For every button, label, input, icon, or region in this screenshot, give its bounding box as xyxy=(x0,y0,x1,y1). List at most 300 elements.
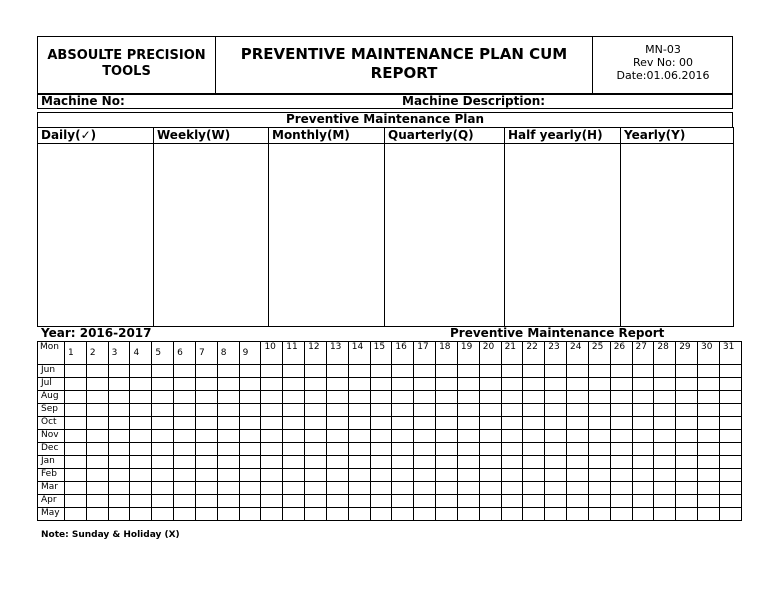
report-cell[interactable] xyxy=(501,443,523,456)
report-cell[interactable] xyxy=(698,404,720,417)
report-cell[interactable] xyxy=(479,365,501,378)
report-cell[interactable] xyxy=(654,482,676,495)
report-cell[interactable] xyxy=(392,417,414,430)
report-cell[interactable] xyxy=(305,508,327,521)
report-cell[interactable] xyxy=(65,378,87,391)
report-cell[interactable] xyxy=(457,508,479,521)
report-cell[interactable] xyxy=(436,508,458,521)
report-cell[interactable] xyxy=(392,469,414,482)
report-cell[interactable] xyxy=(545,417,567,430)
report-cell[interactable] xyxy=(392,508,414,521)
report-cell[interactable] xyxy=(588,365,610,378)
report-cell[interactable] xyxy=(370,430,392,443)
report-cell[interactable] xyxy=(436,482,458,495)
report-cell[interactable] xyxy=(239,378,261,391)
report-cell[interactable] xyxy=(130,469,152,482)
report-cell[interactable] xyxy=(457,365,479,378)
report-cell[interactable] xyxy=(392,456,414,469)
report-cell[interactable] xyxy=(545,495,567,508)
report-cell[interactable] xyxy=(195,508,217,521)
report-cell[interactable] xyxy=(523,365,545,378)
report-cell[interactable] xyxy=(588,456,610,469)
report-cell[interactable] xyxy=(501,417,523,430)
report-cell[interactable] xyxy=(523,391,545,404)
report-cell[interactable] xyxy=(457,469,479,482)
report-cell[interactable] xyxy=(283,404,305,417)
report-cell[interactable] xyxy=(326,456,348,469)
report-cell[interactable] xyxy=(130,391,152,404)
report-cell[interactable] xyxy=(305,469,327,482)
report-cell[interactable] xyxy=(152,469,174,482)
report-cell[interactable] xyxy=(501,378,523,391)
plan-cell-yearly[interactable] xyxy=(621,144,734,327)
report-cell[interactable] xyxy=(436,417,458,430)
report-cell[interactable] xyxy=(283,508,305,521)
report-cell[interactable] xyxy=(414,430,436,443)
report-cell[interactable] xyxy=(567,391,589,404)
plan-cell-monthly[interactable] xyxy=(269,144,385,327)
report-cell[interactable] xyxy=(567,456,589,469)
report-cell[interactable] xyxy=(239,430,261,443)
report-cell[interactable] xyxy=(86,469,108,482)
report-cell[interactable] xyxy=(174,404,196,417)
report-cell[interactable] xyxy=(457,404,479,417)
report-cell[interactable] xyxy=(523,417,545,430)
report-cell[interactable] xyxy=(567,365,589,378)
report-cell[interactable] xyxy=(130,365,152,378)
report-cell[interactable] xyxy=(414,469,436,482)
report-cell[interactable] xyxy=(152,391,174,404)
report-cell[interactable] xyxy=(305,456,327,469)
report-cell[interactable] xyxy=(588,443,610,456)
report-cell[interactable] xyxy=(108,508,130,521)
report-cell[interactable] xyxy=(545,365,567,378)
report-cell[interactable] xyxy=(195,378,217,391)
report-cell[interactable] xyxy=(305,391,327,404)
report-cell[interactable] xyxy=(283,456,305,469)
report-cell[interactable] xyxy=(654,443,676,456)
report-cell[interactable] xyxy=(719,495,741,508)
report-cell[interactable] xyxy=(283,443,305,456)
report-cell[interactable] xyxy=(370,469,392,482)
report-cell[interactable] xyxy=(174,508,196,521)
report-cell[interactable] xyxy=(632,430,654,443)
report-cell[interactable] xyxy=(719,443,741,456)
report-cell[interactable] xyxy=(174,391,196,404)
report-cell[interactable] xyxy=(523,469,545,482)
report-cell[interactable] xyxy=(436,456,458,469)
report-cell[interactable] xyxy=(436,469,458,482)
report-cell[interactable] xyxy=(676,482,698,495)
report-cell[interactable] xyxy=(501,391,523,404)
plan-cell-daily[interactable] xyxy=(38,144,154,327)
report-cell[interactable] xyxy=(239,391,261,404)
report-cell[interactable] xyxy=(108,417,130,430)
report-cell[interactable] xyxy=(86,378,108,391)
report-cell[interactable] xyxy=(654,417,676,430)
report-cell[interactable] xyxy=(610,404,632,417)
report-cell[interactable] xyxy=(108,469,130,482)
report-cell[interactable] xyxy=(654,404,676,417)
report-cell[interactable] xyxy=(65,404,87,417)
report-cell[interactable] xyxy=(86,417,108,430)
report-cell[interactable] xyxy=(305,443,327,456)
report-cell[interactable] xyxy=(501,365,523,378)
report-cell[interactable] xyxy=(392,482,414,495)
report-cell[interactable] xyxy=(654,495,676,508)
report-cell[interactable] xyxy=(567,417,589,430)
report-cell[interactable] xyxy=(523,495,545,508)
report-cell[interactable] xyxy=(108,430,130,443)
report-cell[interactable] xyxy=(261,404,283,417)
report-cell[interactable] xyxy=(654,430,676,443)
report-cell[interactable] xyxy=(676,378,698,391)
report-cell[interactable] xyxy=(261,391,283,404)
report-cell[interactable] xyxy=(326,378,348,391)
report-cell[interactable] xyxy=(501,430,523,443)
report-cell[interactable] xyxy=(392,378,414,391)
report-cell[interactable] xyxy=(174,430,196,443)
report-cell[interactable] xyxy=(698,417,720,430)
report-cell[interactable] xyxy=(130,430,152,443)
report-cell[interactable] xyxy=(239,404,261,417)
report-cell[interactable] xyxy=(588,508,610,521)
report-cell[interactable] xyxy=(588,391,610,404)
report-cell[interactable] xyxy=(326,469,348,482)
report-cell[interactable] xyxy=(436,404,458,417)
report-cell[interactable] xyxy=(632,456,654,469)
report-cell[interactable] xyxy=(414,443,436,456)
report-cell[interactable] xyxy=(239,482,261,495)
report-cell[interactable] xyxy=(632,378,654,391)
report-cell[interactable] xyxy=(676,365,698,378)
report-cell[interactable] xyxy=(65,391,87,404)
report-cell[interactable] xyxy=(370,508,392,521)
report-cell[interactable] xyxy=(65,417,87,430)
report-cell[interactable] xyxy=(719,391,741,404)
report-cell[interactable] xyxy=(698,508,720,521)
report-cell[interactable] xyxy=(86,482,108,495)
report-cell[interactable] xyxy=(195,417,217,430)
report-cell[interactable] xyxy=(414,365,436,378)
report-cell[interactable] xyxy=(676,495,698,508)
report-cell[interactable] xyxy=(654,469,676,482)
report-cell[interactable] xyxy=(217,469,239,482)
report-cell[interactable] xyxy=(676,417,698,430)
report-cell[interactable] xyxy=(108,391,130,404)
report-cell[interactable] xyxy=(698,430,720,443)
report-cell[interactable] xyxy=(326,417,348,430)
report-cell[interactable] xyxy=(545,443,567,456)
report-cell[interactable] xyxy=(457,417,479,430)
report-cell[interactable] xyxy=(523,378,545,391)
report-cell[interactable] xyxy=(479,417,501,430)
report-cell[interactable] xyxy=(65,365,87,378)
report-cell[interactable] xyxy=(610,391,632,404)
report-cell[interactable] xyxy=(632,508,654,521)
report-cell[interactable] xyxy=(152,430,174,443)
report-cell[interactable] xyxy=(457,443,479,456)
report-cell[interactable] xyxy=(479,391,501,404)
report-cell[interactable] xyxy=(632,482,654,495)
report-cell[interactable] xyxy=(545,469,567,482)
report-cell[interactable] xyxy=(326,443,348,456)
report-cell[interactable] xyxy=(479,430,501,443)
report-cell[interactable] xyxy=(195,482,217,495)
report-cell[interactable] xyxy=(719,508,741,521)
report-cell[interactable] xyxy=(632,469,654,482)
report-cell[interactable] xyxy=(523,430,545,443)
report-cell[interactable] xyxy=(152,456,174,469)
report-cell[interactable] xyxy=(326,365,348,378)
report-cell[interactable] xyxy=(457,391,479,404)
report-cell[interactable] xyxy=(152,378,174,391)
report-cell[interactable] xyxy=(108,443,130,456)
report-cell[interactable] xyxy=(217,495,239,508)
report-cell[interactable] xyxy=(414,482,436,495)
report-cell[interactable] xyxy=(567,482,589,495)
report-cell[interactable] xyxy=(610,469,632,482)
report-cell[interactable] xyxy=(326,495,348,508)
report-cell[interactable] xyxy=(130,378,152,391)
report-cell[interactable] xyxy=(239,495,261,508)
report-cell[interactable] xyxy=(305,495,327,508)
report-cell[interactable] xyxy=(174,365,196,378)
report-cell[interactable] xyxy=(130,508,152,521)
report-cell[interactable] xyxy=(217,391,239,404)
report-cell[interactable] xyxy=(414,378,436,391)
report-cell[interactable] xyxy=(174,378,196,391)
report-cell[interactable] xyxy=(719,365,741,378)
report-cell[interactable] xyxy=(567,443,589,456)
report-cell[interactable] xyxy=(479,404,501,417)
report-cell[interactable] xyxy=(545,391,567,404)
report-cell[interactable] xyxy=(676,456,698,469)
report-cell[interactable] xyxy=(588,404,610,417)
report-cell[interactable] xyxy=(65,482,87,495)
report-cell[interactable] xyxy=(305,365,327,378)
report-cell[interactable] xyxy=(152,365,174,378)
report-cell[interactable] xyxy=(698,495,720,508)
report-cell[interactable] xyxy=(348,456,370,469)
report-cell[interactable] xyxy=(632,365,654,378)
report-cell[interactable] xyxy=(698,456,720,469)
report-cell[interactable] xyxy=(392,365,414,378)
report-cell[interactable] xyxy=(283,469,305,482)
report-cell[interactable] xyxy=(195,443,217,456)
report-cell[interactable] xyxy=(305,417,327,430)
report-cell[interactable] xyxy=(305,482,327,495)
report-cell[interactable] xyxy=(305,378,327,391)
report-cell[interactable] xyxy=(588,469,610,482)
report-cell[interactable] xyxy=(261,430,283,443)
report-cell[interactable] xyxy=(174,482,196,495)
report-cell[interactable] xyxy=(130,456,152,469)
report-cell[interactable] xyxy=(457,495,479,508)
report-cell[interactable] xyxy=(414,391,436,404)
report-cell[interactable] xyxy=(174,495,196,508)
report-cell[interactable] xyxy=(457,456,479,469)
report-cell[interactable] xyxy=(501,456,523,469)
report-cell[interactable] xyxy=(326,430,348,443)
report-cell[interactable] xyxy=(239,443,261,456)
report-cell[interactable] xyxy=(719,378,741,391)
report-cell[interactable] xyxy=(65,508,87,521)
report-cell[interactable] xyxy=(654,391,676,404)
report-cell[interactable] xyxy=(436,378,458,391)
report-cell[interactable] xyxy=(86,443,108,456)
report-cell[interactable] xyxy=(436,365,458,378)
report-cell[interactable] xyxy=(217,417,239,430)
report-cell[interactable] xyxy=(305,430,327,443)
report-cell[interactable] xyxy=(130,495,152,508)
report-cell[interactable] xyxy=(414,404,436,417)
report-cell[interactable] xyxy=(523,404,545,417)
report-cell[interactable] xyxy=(545,404,567,417)
report-cell[interactable] xyxy=(392,430,414,443)
report-cell[interactable] xyxy=(523,443,545,456)
report-cell[interactable] xyxy=(567,469,589,482)
report-cell[interactable] xyxy=(610,365,632,378)
report-cell[interactable] xyxy=(719,430,741,443)
report-cell[interactable] xyxy=(719,469,741,482)
report-cell[interactable] xyxy=(501,469,523,482)
report-cell[interactable] xyxy=(217,482,239,495)
report-cell[interactable] xyxy=(261,378,283,391)
report-cell[interactable] xyxy=(108,495,130,508)
report-cell[interactable] xyxy=(65,443,87,456)
report-cell[interactable] xyxy=(283,365,305,378)
report-cell[interactable] xyxy=(239,365,261,378)
report-cell[interactable] xyxy=(414,495,436,508)
report-cell[interactable] xyxy=(348,365,370,378)
report-cell[interactable] xyxy=(195,365,217,378)
report-cell[interactable] xyxy=(348,417,370,430)
report-cell[interactable] xyxy=(261,495,283,508)
report-cell[interactable] xyxy=(217,508,239,521)
report-cell[interactable] xyxy=(719,404,741,417)
report-cell[interactable] xyxy=(305,404,327,417)
report-cell[interactable] xyxy=(436,443,458,456)
plan-cell-quarterly[interactable] xyxy=(385,144,505,327)
report-cell[interactable] xyxy=(195,456,217,469)
report-cell[interactable] xyxy=(174,456,196,469)
report-cell[interactable] xyxy=(392,404,414,417)
report-cell[interactable] xyxy=(676,508,698,521)
report-cell[interactable] xyxy=(457,378,479,391)
report-cell[interactable] xyxy=(610,482,632,495)
report-cell[interactable] xyxy=(239,456,261,469)
report-cell[interactable] xyxy=(195,404,217,417)
report-cell[interactable] xyxy=(370,404,392,417)
report-cell[interactable] xyxy=(719,417,741,430)
report-cell[interactable] xyxy=(152,417,174,430)
report-cell[interactable] xyxy=(698,391,720,404)
report-cell[interactable] xyxy=(217,456,239,469)
report-cell[interactable] xyxy=(479,482,501,495)
report-cell[interactable] xyxy=(174,469,196,482)
report-cell[interactable] xyxy=(370,365,392,378)
report-cell[interactable] xyxy=(130,443,152,456)
report-cell[interactable] xyxy=(130,404,152,417)
report-cell[interactable] xyxy=(348,404,370,417)
report-cell[interactable] xyxy=(414,508,436,521)
report-cell[interactable] xyxy=(523,508,545,521)
report-cell[interactable] xyxy=(217,365,239,378)
report-cell[interactable] xyxy=(326,508,348,521)
report-cell[interactable] xyxy=(348,508,370,521)
report-cell[interactable] xyxy=(610,443,632,456)
report-cell[interactable] xyxy=(501,508,523,521)
report-cell[interactable] xyxy=(719,482,741,495)
report-cell[interactable] xyxy=(152,443,174,456)
report-cell[interactable] xyxy=(195,430,217,443)
report-cell[interactable] xyxy=(632,417,654,430)
report-cell[interactable] xyxy=(676,469,698,482)
report-cell[interactable] xyxy=(545,456,567,469)
report-cell[interactable] xyxy=(610,430,632,443)
report-cell[interactable] xyxy=(152,508,174,521)
report-cell[interactable] xyxy=(588,417,610,430)
report-cell[interactable] xyxy=(65,469,87,482)
report-cell[interactable] xyxy=(239,417,261,430)
report-cell[interactable] xyxy=(632,404,654,417)
report-cell[interactable] xyxy=(545,378,567,391)
report-cell[interactable] xyxy=(392,391,414,404)
report-cell[interactable] xyxy=(326,482,348,495)
report-cell[interactable] xyxy=(108,365,130,378)
report-cell[interactable] xyxy=(567,508,589,521)
report-cell[interactable] xyxy=(610,508,632,521)
report-cell[interactable] xyxy=(283,391,305,404)
report-cell[interactable] xyxy=(348,482,370,495)
report-cell[interactable] xyxy=(283,417,305,430)
report-cell[interactable] xyxy=(283,495,305,508)
report-cell[interactable] xyxy=(610,378,632,391)
report-cell[interactable] xyxy=(326,404,348,417)
report-cell[interactable] xyxy=(610,495,632,508)
report-cell[interactable] xyxy=(348,469,370,482)
report-cell[interactable] xyxy=(545,508,567,521)
plan-cell-half-yearly[interactable] xyxy=(505,144,621,327)
report-cell[interactable] xyxy=(261,365,283,378)
report-cell[interactable] xyxy=(676,391,698,404)
report-cell[interactable] xyxy=(545,430,567,443)
report-cell[interactable] xyxy=(567,495,589,508)
report-cell[interactable] xyxy=(479,378,501,391)
report-cell[interactable] xyxy=(86,456,108,469)
report-cell[interactable] xyxy=(479,508,501,521)
report-cell[interactable] xyxy=(217,378,239,391)
report-cell[interactable] xyxy=(152,482,174,495)
report-cell[interactable] xyxy=(632,495,654,508)
report-cell[interactable] xyxy=(654,365,676,378)
report-cell[interactable] xyxy=(152,495,174,508)
report-cell[interactable] xyxy=(588,430,610,443)
report-cell[interactable] xyxy=(414,417,436,430)
report-cell[interactable] xyxy=(654,456,676,469)
report-cell[interactable] xyxy=(588,378,610,391)
report-cell[interactable] xyxy=(261,482,283,495)
report-cell[interactable] xyxy=(108,378,130,391)
report-cell[interactable] xyxy=(108,456,130,469)
report-cell[interactable] xyxy=(567,404,589,417)
report-cell[interactable] xyxy=(239,469,261,482)
report-cell[interactable] xyxy=(370,482,392,495)
report-cell[interactable] xyxy=(348,443,370,456)
report-cell[interactable] xyxy=(567,378,589,391)
report-cell[interactable] xyxy=(610,456,632,469)
